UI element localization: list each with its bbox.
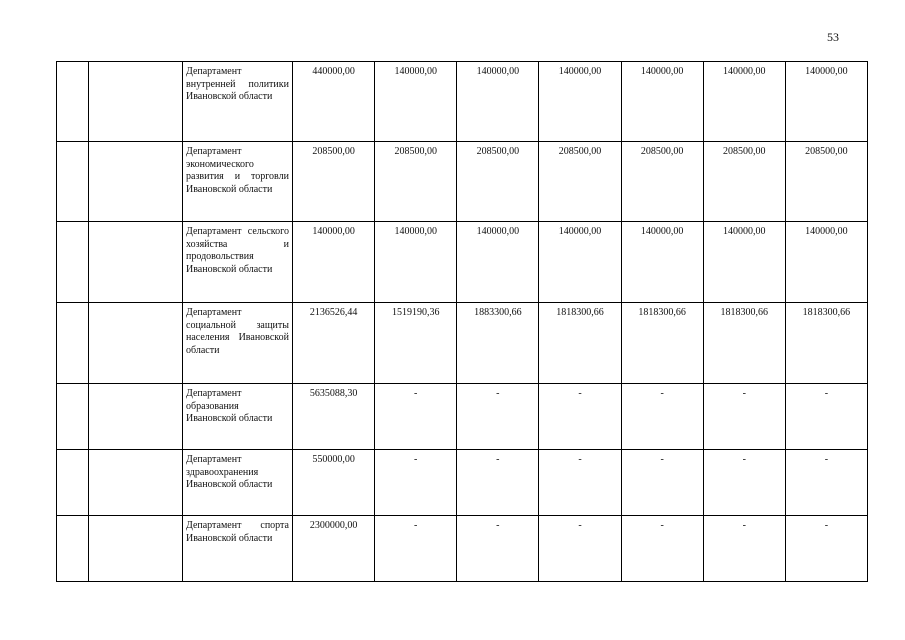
amount-cell: 2136526,44 [293, 303, 375, 384]
amount-cell: - [539, 384, 621, 450]
empty-cell [89, 142, 183, 222]
amount-cell: - [785, 450, 867, 516]
amount-cell: - [703, 516, 785, 582]
empty-cell [57, 62, 89, 142]
amount-cell: 140000,00 [375, 62, 457, 142]
amount-cell: 550000,00 [293, 450, 375, 516]
page-number: 53 [827, 30, 839, 44]
table-row [57, 142, 868, 222]
amount-cell: - [703, 384, 785, 450]
department-name: Департамент сельского хозяйства и продовольствия Ивановской области [183, 222, 293, 303]
amount-cell: 208500,00 [293, 142, 375, 222]
table-row [57, 516, 868, 582]
department-name: Департамент здравоохранения Ивановской области [183, 450, 293, 516]
amount-cell: 208500,00 [539, 142, 621, 222]
amount-cell: - [375, 450, 457, 516]
amount-cell: 208500,00 [785, 142, 867, 222]
empty-cell [89, 62, 183, 142]
department-name: Департамент спорта Ивановской области [183, 516, 293, 582]
empty-cell [89, 303, 183, 384]
amount-cell: 1818300,66 [703, 303, 785, 384]
amount-cell: - [621, 384, 703, 450]
department-name: Департамент социальной защиты населения Ивановской области [183, 303, 293, 384]
table-row [57, 62, 868, 142]
amount-cell: 1519190,36 [375, 303, 457, 384]
budget-table [56, 61, 868, 582]
table-row [57, 222, 868, 303]
amount-cell: 440000,00 [293, 62, 375, 142]
amount-cell: - [457, 384, 539, 450]
amount-cell: 140000,00 [785, 222, 867, 303]
amount-cell: 2300000,00 [293, 516, 375, 582]
department-name: Департамент экономического развития и торговли Ивановской области [183, 142, 293, 222]
amount-cell: 208500,00 [703, 142, 785, 222]
amount-cell: 1818300,66 [785, 303, 867, 384]
amount-cell: - [621, 516, 703, 582]
amount-cell: 140000,00 [539, 222, 621, 303]
table-row [57, 384, 868, 450]
amount-cell: - [539, 516, 621, 582]
empty-cell [57, 142, 89, 222]
amount-cell: - [375, 516, 457, 582]
amount-cell: - [457, 516, 539, 582]
amount-cell: 140000,00 [703, 222, 785, 303]
amount-cell: - [703, 450, 785, 516]
amount-cell: 140000,00 [621, 62, 703, 142]
empty-cell [89, 450, 183, 516]
amount-cell: 140000,00 [539, 62, 621, 142]
amount-cell: 208500,00 [375, 142, 457, 222]
amount-cell: 1818300,66 [539, 303, 621, 384]
amount-cell: 140000,00 [621, 222, 703, 303]
empty-cell [89, 384, 183, 450]
amount-cell: 208500,00 [457, 142, 539, 222]
empty-cell [57, 384, 89, 450]
amount-cell: 1818300,66 [621, 303, 703, 384]
empty-cell [89, 222, 183, 303]
empty-cell [57, 516, 89, 582]
amount-cell: - [539, 450, 621, 516]
amount-cell: 1883300,66 [457, 303, 539, 384]
amount-cell: - [785, 384, 867, 450]
department-name: Департамент образования Ивановской области [183, 384, 293, 450]
amount-cell: 5635088,30 [293, 384, 375, 450]
amount-cell: 140000,00 [785, 62, 867, 142]
table-row [57, 450, 868, 516]
empty-cell [89, 516, 183, 582]
amount-cell: 140000,00 [457, 62, 539, 142]
amount-cell: 208500,00 [621, 142, 703, 222]
empty-cell [57, 450, 89, 516]
amount-cell: 140000,00 [703, 62, 785, 142]
amount-cell: - [375, 384, 457, 450]
empty-cell [57, 303, 89, 384]
amount-cell: - [621, 450, 703, 516]
empty-cell [57, 222, 89, 303]
amount-cell: - [457, 450, 539, 516]
amount-cell: 140000,00 [457, 222, 539, 303]
department-name: Департамент внутренней политики Ивановской области [183, 62, 293, 142]
amount-cell: 140000,00 [375, 222, 457, 303]
amount-cell: - [785, 516, 867, 582]
amount-cell: 140000,00 [293, 222, 375, 303]
table-row [57, 303, 868, 384]
